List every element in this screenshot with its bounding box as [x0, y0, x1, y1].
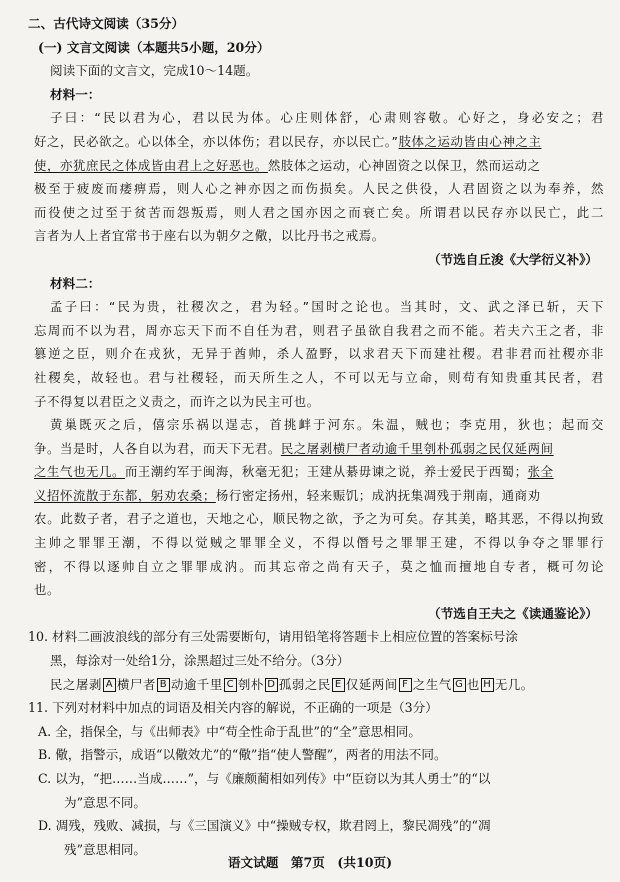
- material2-line: [28, 484, 604, 508]
- material2-source: （节选自王夫之《读通鉴论》）: [427, 605, 598, 621]
- option-c-cont: 为”意思不同。: [64, 794, 147, 810]
- break-box-c[interactable]: C: [224, 678, 237, 692]
- break-box-d[interactable]: D: [265, 678, 278, 692]
- material1-line: [28, 154, 604, 178]
- instruction: 阅读下面的文言文，完成10～14题。: [50, 63, 259, 79]
- break-box-e[interactable]: E: [332, 678, 345, 692]
- page-footer: 语文试题 第7页 (共10页): [227, 855, 393, 870]
- material2-text: 而王潮约军于闽海，秋毫无犯；王建从綦毋谏之说，养士爱民于西蜀；: [124, 464, 528, 480]
- break-box-h[interactable]: H: [481, 678, 494, 692]
- material2-line: 黄巢既灭之后，僖宗乐祸以逞志，首挑衅于河东。朱温，贼也；李克用，狄也；起而交: [50, 417, 604, 433]
- option-d[interactable]: D. 凋残，残败、减损，与《三国演义》中“操贼专权，欺君罔上，黎民凋残”的“凋: [38, 818, 491, 834]
- material2-underlined: 义招怀流散于东都，躬劝农桑；: [34, 487, 216, 503]
- question-11: [28, 696, 604, 720]
- material2-underlined: 张全: [527, 464, 554, 480]
- wavy-line-text: 之生气也无几。: [34, 464, 125, 480]
- material1-line: 极至于疲废而痿痹焉，则人心之神亦因之而伤损矣。人民之供役，人君固资之以为奉养，然: [34, 181, 604, 197]
- sub-heading: (一) 文言文阅读（本题共5小题，20分）: [38, 39, 270, 55]
- question-text: 下列对材料中加点的词语及相关内容的解说，不正确的一项是（3分）: [52, 700, 438, 716]
- break-box-a[interactable]: A: [103, 678, 116, 692]
- material1-source: （节选自丘浚《大学衍义补》）: [427, 251, 598, 267]
- question-number: 11.: [28, 700, 49, 716]
- material2-text: 争。当是时，人各自以为君，而天下无君。: [34, 440, 281, 456]
- material2-line: 密，不得以逐帅自立之罪罪成汭。而其忘帝之尚有天子，莫之恤而擅地自专者，概可勿论: [34, 558, 604, 574]
- break-box-f[interactable]: F: [399, 678, 412, 692]
- material1-line: 言者为人上者宜常书于座右以为朝夕之儆，以比丹书之戒焉。: [34, 228, 385, 244]
- question-number: 10.: [28, 629, 49, 645]
- question-text: 材料二画波浪线的部分有三处需要断句，请用铅笔将答题卡上相应位置的答案标号涂: [52, 629, 519, 645]
- material1-label: 材料一：: [50, 86, 101, 102]
- question-10: [28, 625, 604, 649]
- material2-line: [28, 460, 604, 484]
- material2-line: [28, 437, 604, 461]
- material1-underlined: 使，亦犹庶民之体成皆由君上之好恶也。: [34, 157, 268, 173]
- option-d-cont: 残”意思相同。: [64, 841, 147, 857]
- material2-line: 孟子曰：“民为贵，社稷次之，君为轻。”国时之论也。当其时，文、武之泽已斩，天下: [50, 299, 604, 315]
- material1-text: 然肢体之运动，心神固资之以保卫，然而运动之: [267, 157, 541, 173]
- wavy-line-text: 民之屠剥横尸者动逾千里刳朴孤弱之民仅延两间: [280, 440, 554, 456]
- section-heading: 二、古代诗文阅读（35分）: [28, 16, 185, 31]
- material2-label: 材料二：: [50, 275, 101, 291]
- material2-line: 忘周而不以为君，周亦忘天下而不自任为君，则君子虽欲自我君之而不能。若夫六王之者，非: [34, 322, 604, 338]
- material1-line: 而役使之过至于贫苦而怨叛焉，则人君之国亦因之而衰亡矣。所谓君以民存亦以民亡，此二: [34, 204, 604, 220]
- break-box-g[interactable]: G: [453, 678, 466, 692]
- material1-line: [28, 130, 604, 154]
- material2-line: 社稷矣，故轻也。君与社稷轻，而天所生之人，不可以无与立命，则苟有知贵重其民者，君: [34, 369, 604, 385]
- material1-underlined: 肢体之运动皆由心神之主: [398, 133, 542, 149]
- option-a[interactable]: A. 全，指保全，与《出师表》中“苟全性命于乱世”的“全”意思相同。: [38, 723, 421, 739]
- option-b[interactable]: B. 儆，指警示，成语“以儆效尤”的“儆”指“使人警醒”，两者的用法不同。: [38, 747, 447, 763]
- option-c[interactable]: C. 以为，“把……当成……”，与《廉颇蔺相如列传》中“臣窃以为其人勇士”的“以: [38, 771, 491, 786]
- material1-text: 好之，民必欲之。心以体全，亦以体伤；君以民存，亦以民亡。”: [34, 133, 399, 149]
- question-10-line2: 黑，每涂对一处给1分，涂黑超过三处不给分。（3分）: [50, 653, 350, 669]
- material2-text: 杨行密定扬州，轻来赈饥；成汭抚集凋残于荆南，通商劝: [215, 487, 541, 503]
- break-box-b[interactable]: B: [157, 678, 170, 692]
- material2-line: 主帅之罪罪王潮，不得以觉贼之罪罪全义，不得以僭号之罪罪王建，不得以争夺之罪罪行: [34, 535, 604, 551]
- material2-line: 子不得复以君臣之义责之，而许之以为民主可也。: [34, 393, 320, 409]
- break-options: 民之屠剥 A 横尸者 B 动逾千里 C 刳朴 D 孤弱之民 E 仅延两间 F 之生气 G 也 H 无几。: [50, 676, 534, 692]
- material1-line: 子曰：“民以君为心，君以民为体。心庄则体舒，心肃则容敬。心好之，身必安之；君: [50, 110, 604, 126]
- material2-line: 农。此数子者，君子之道也，天地之心，顺民物之欲，予之为可矣。存其美，略其恶，不得以拘致: [34, 511, 604, 527]
- material2-line: 篡逆之臣，则介在戎狄，无异于酋帅，杀人盈野，以求君天下而建社稷。君非君而社稷亦非: [34, 346, 604, 362]
- material2-line: 也。: [34, 582, 60, 598]
